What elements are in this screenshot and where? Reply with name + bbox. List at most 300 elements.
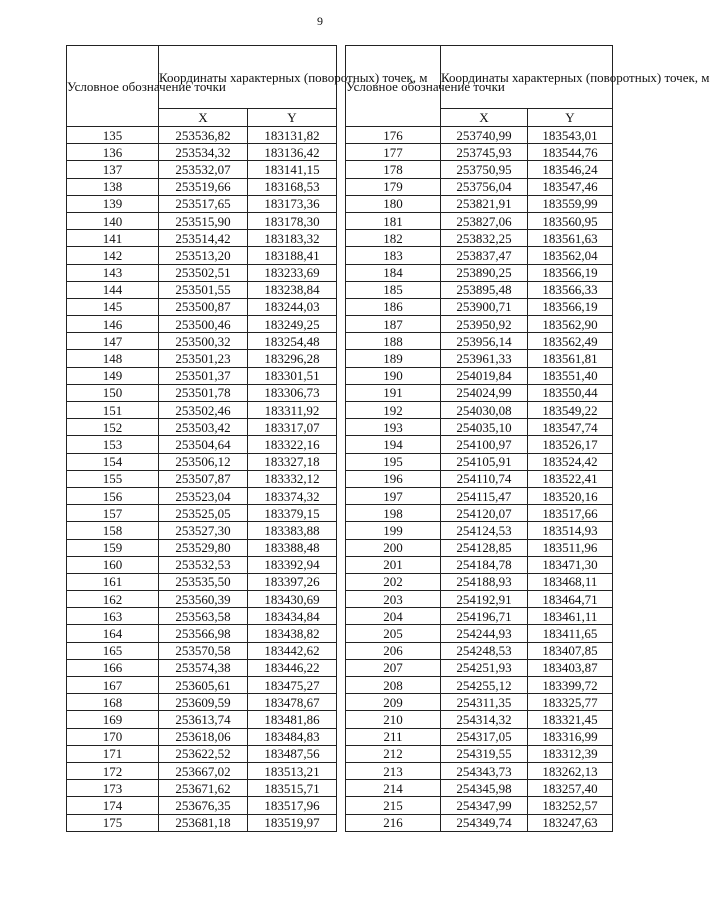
point-number-cell: 173 [67,780,159,797]
y-coordinate-cell: 183131,82 [248,127,337,144]
y-coordinate-cell: 183257,40 [528,780,613,797]
y-coordinate-cell: 183562,90 [528,316,613,333]
y-coordinate-cell: 183397,26 [248,573,337,590]
point-number-cell: 144 [67,281,159,298]
x-coordinate-cell: 254184,78 [441,556,528,573]
point-number-cell: 207 [346,659,441,676]
table-row [67,539,337,556]
point-number-cell: 215 [346,797,441,814]
y-coordinate-cell: 183379,15 [248,505,337,522]
y-coordinate-cell: 183383,88 [248,522,337,539]
point-number-cell: 177 [346,144,441,161]
y-coordinate-cell: 183520,16 [528,487,613,504]
point-number-cell: 210 [346,711,441,728]
y-coordinate-cell: 183484,83 [248,728,337,745]
y-coordinate-cell: 183560,95 [528,212,613,229]
page-number: 9 [317,14,323,28]
point-number-cell: 184 [346,264,441,281]
table-row [67,487,337,504]
point-number-cell: 163 [67,608,159,625]
point-number-cell: 149 [67,367,159,384]
table-row [67,728,337,745]
table-row [346,298,613,315]
x-coordinate-cell: 253618,06 [159,728,248,745]
table-row [346,453,613,470]
y-coordinate-cell: 183561,81 [528,350,613,367]
y-header: Y [528,109,613,127]
point-number-cell: 202 [346,573,441,590]
point-number-cell: 171 [67,745,159,762]
point-number-cell: 147 [67,333,159,350]
table-row [346,436,613,453]
x-coordinate-cell: 253613,74 [159,711,248,728]
point-number-cell: 212 [346,745,441,762]
x-coordinate-cell: 253837,47 [441,247,528,264]
table-row [346,144,613,161]
table-row [67,195,337,212]
x-coordinate-cell: 253756,04 [441,178,528,195]
x-coordinate-cell: 253570,58 [159,642,248,659]
point-number-cell: 174 [67,797,159,814]
x-coordinate-cell: 253500,87 [159,298,248,315]
table-row [67,161,337,178]
y-coordinate-cell: 183464,71 [528,591,613,608]
point-number-cell: 143 [67,264,159,281]
table-row [67,127,337,144]
y-coordinate-cell: 183442,62 [248,642,337,659]
y-coordinate-cell: 183183,32 [248,230,337,247]
table-row [67,281,337,298]
point-number-cell: 170 [67,728,159,745]
table-row [67,677,337,694]
x-coordinate-cell: 253532,53 [159,556,248,573]
y-coordinate-cell: 183311,92 [248,402,337,419]
x-coordinate-cell: 253890,25 [441,264,528,281]
y-coordinate-cell: 183438,82 [248,625,337,642]
table-row [67,608,337,625]
point-number-cell: 138 [67,178,159,195]
table-row [67,573,337,590]
x-coordinate-cell: 253895,48 [441,281,528,298]
point-number-cell: 195 [346,453,441,470]
y-coordinate-cell: 183551,40 [528,367,613,384]
point-number-cell: 172 [67,762,159,779]
y-coordinate-cell: 183254,48 [248,333,337,350]
x-coordinate-cell: 253536,82 [159,127,248,144]
point-number-cell: 199 [346,522,441,539]
x-coordinate-cell: 254192,91 [441,591,528,608]
coordinates-table-right [345,45,710,832]
point-number-cell: 204 [346,608,441,625]
y-coordinate-cell: 183247,63 [528,814,613,831]
y-coordinate-cell: 183407,85 [528,642,613,659]
point-number-cell: 164 [67,625,159,642]
y-coordinate-cell: 183515,71 [248,780,337,797]
y-coordinate-cell: 183446,22 [248,659,337,676]
x-coordinate-cell: 254319,55 [441,745,528,762]
point-number-cell: 194 [346,436,441,453]
x-coordinate-cell: 254345,98 [441,780,528,797]
table-row [67,264,337,281]
table-row [67,762,337,779]
x-coordinate-cell: 253745,93 [441,144,528,161]
point-number-cell: 155 [67,470,159,487]
x-coordinate-cell: 253750,95 [441,161,528,178]
coords-header: Координаты характерных (поворотных) точек, м [441,46,613,109]
point-number-cell: 154 [67,453,159,470]
table-row [67,711,337,728]
x-coordinate-cell: 253517,65 [159,195,248,212]
point-number-cell: 162 [67,591,159,608]
x-coordinate-cell: 253501,37 [159,367,248,384]
point-number-cell: 192 [346,402,441,419]
point-number-cell: 211 [346,728,441,745]
table-row [346,608,613,625]
table-row [67,419,337,436]
y-coordinate-cell: 183141,15 [248,161,337,178]
table-row [346,487,613,504]
y-coordinate-cell: 183547,46 [528,178,613,195]
x-coordinate-cell: 253574,38 [159,659,248,676]
y-coordinate-cell: 183475,27 [248,677,337,694]
y-coordinate-cell: 183519,97 [248,814,337,831]
x-coordinate-cell: 254019,84 [441,367,528,384]
x-coordinate-cell: 253519,66 [159,178,248,195]
y-coordinate-cell: 183468,11 [528,573,613,590]
table-row [67,659,337,676]
y-coordinate-cell: 183262,13 [528,762,613,779]
point-number-cell: 196 [346,470,441,487]
point-number-cell: 203 [346,591,441,608]
x-coordinate-cell: 253500,46 [159,316,248,333]
y-coordinate-cell: 183327,18 [248,453,337,470]
table-row [67,556,337,573]
x-coordinate-cell: 253502,51 [159,264,248,281]
y-coordinate-cell: 183522,41 [528,470,613,487]
x-coordinate-cell: 253523,04 [159,487,248,504]
point-number-cell: 183 [346,247,441,264]
x-coordinate-cell: 253961,33 [441,350,528,367]
table-row [346,556,613,573]
x-coordinate-cell: 253676,35 [159,797,248,814]
y-coordinate-cell: 183403,87 [528,659,613,676]
x-coordinate-cell: 253500,32 [159,333,248,350]
point-number-cell: 180 [346,195,441,212]
point-number-cell: 190 [346,367,441,384]
table-row [346,745,613,762]
coords-header: Координаты характерных (поворотных) точек, м [159,46,337,109]
y-coordinate-cell: 183550,44 [528,384,613,401]
table-row [346,384,613,401]
point-number-cell: 181 [346,212,441,229]
y-coordinate-cell: 183562,49 [528,333,613,350]
x-coordinate-cell: 253529,80 [159,539,248,556]
x-coordinate-cell: 254030,08 [441,402,528,419]
table-row [67,333,337,350]
x-header: X [441,109,528,127]
table-row [346,127,613,144]
y-coordinate-cell: 183325,77 [528,694,613,711]
point-number-cell: 142 [67,247,159,264]
point-number-cell: 200 [346,539,441,556]
point-number-cell: 148 [67,350,159,367]
x-coordinate-cell: 254128,85 [441,539,528,556]
point-number-cell: 136 [67,144,159,161]
table-row [67,144,337,161]
table-row [346,402,613,419]
x-coordinate-cell: 254314,32 [441,711,528,728]
table-row [67,745,337,762]
table-row [67,642,337,659]
table-row [67,402,337,419]
table-row [346,659,613,676]
x-coordinate-cell: 253515,90 [159,212,248,229]
table-row [346,642,613,659]
point-number-cell: 139 [67,195,159,212]
table-row [67,350,337,367]
y-coordinate-cell: 183233,69 [248,264,337,281]
table-row [346,350,613,367]
y-coordinate-cell: 183399,72 [528,677,613,694]
y-coordinate-cell: 183513,21 [248,762,337,779]
y-coordinate-cell: 183252,57 [528,797,613,814]
point-number-cell: 193 [346,419,441,436]
y-coordinate-cell: 183461,11 [528,608,613,625]
y-coordinate-cell: 183561,63 [528,230,613,247]
table-row [67,247,337,264]
table-body [67,127,337,832]
point-number-cell: 176 [346,127,441,144]
x-coordinate-cell: 253832,25 [441,230,528,247]
table-row [346,316,613,333]
point-number-cell: 186 [346,298,441,315]
y-coordinate-cell: 183471,30 [528,556,613,573]
x-coordinate-cell: 253900,71 [441,298,528,315]
x-coordinate-cell: 253827,06 [441,212,528,229]
x-coordinate-cell: 253507,87 [159,470,248,487]
x-coordinate-cell: 253609,59 [159,694,248,711]
point-number-cell: 167 [67,677,159,694]
x-coordinate-cell: 254255,12 [441,677,528,694]
y-coordinate-cell: 183296,28 [248,350,337,367]
table-row [346,333,613,350]
x-coordinate-cell: 254349,74 [441,814,528,831]
x-coordinate-cell: 253950,92 [441,316,528,333]
x-coordinate-cell: 253501,23 [159,350,248,367]
table-row [346,797,613,814]
y-coordinate-cell: 183549,22 [528,402,613,419]
y-coordinate-cell: 183524,42 [528,453,613,470]
x-coordinate-cell: 254317,05 [441,728,528,745]
y-coordinate-cell: 183517,66 [528,505,613,522]
y-coordinate-cell: 183566,19 [528,298,613,315]
y-coordinate-cell: 183316,99 [528,728,613,745]
table-row [346,814,613,831]
point-number-cell: 166 [67,659,159,676]
y-coordinate-cell: 183173,36 [248,195,337,212]
x-coordinate-cell: 254244,93 [441,625,528,642]
y-coordinate-cell: 183487,56 [248,745,337,762]
table-row [346,694,613,711]
table-row [346,195,613,212]
x-coordinate-cell: 253506,12 [159,453,248,470]
x-coordinate-cell: 253501,55 [159,281,248,298]
y-coordinate-cell: 183244,03 [248,298,337,315]
table-row [346,367,613,384]
x-coordinate-cell: 254105,91 [441,453,528,470]
y-coordinate-cell: 183566,19 [528,264,613,281]
table-row [67,625,337,642]
point-number-cell: 182 [346,230,441,247]
table-row [67,212,337,229]
y-coordinate-cell: 183481,86 [248,711,337,728]
point-number-cell: 135 [67,127,159,144]
table-row [67,298,337,315]
x-coordinate-cell: 254347,99 [441,797,528,814]
point-number-cell: 216 [346,814,441,831]
point-number-cell: 151 [67,402,159,419]
point-number-cell: 150 [67,384,159,401]
table-row [67,178,337,195]
point-number-cell: 156 [67,487,159,504]
x-coordinate-cell: 253502,46 [159,402,248,419]
y-coordinate-cell: 183332,12 [248,470,337,487]
point-number-cell: 206 [346,642,441,659]
x-coordinate-cell: 253534,32 [159,144,248,161]
table-row [67,591,337,608]
table-row [346,591,613,608]
y-coordinate-cell: 183430,69 [248,591,337,608]
table-row [67,367,337,384]
point-number-cell: 145 [67,298,159,315]
y-coordinate-cell: 183317,07 [248,419,337,436]
table-row [67,316,337,333]
point-number-cell: 197 [346,487,441,504]
table-row [346,212,613,229]
x-coordinate-cell: 253532,07 [159,161,248,178]
table-row [67,814,337,831]
y-coordinate-cell: 183321,45 [528,711,613,728]
x-coordinate-cell: 253527,30 [159,522,248,539]
table-row [67,522,337,539]
point-number-cell: 191 [346,384,441,401]
point-number-cell: 178 [346,161,441,178]
y-coordinate-cell: 183511,96 [528,539,613,556]
x-coordinate-cell: 254311,35 [441,694,528,711]
y-coordinate-cell: 183374,32 [248,487,337,504]
point-number-cell: 146 [67,316,159,333]
table-row [67,694,337,711]
point-number-cell: 187 [346,316,441,333]
y-coordinate-cell: 183168,53 [248,178,337,195]
point-number-cell: 159 [67,539,159,556]
point-number-cell: 153 [67,436,159,453]
x-coordinate-cell: 253503,42 [159,419,248,436]
point-number-cell: 198 [346,505,441,522]
table-row [346,728,613,745]
y-coordinate-cell: 183544,76 [528,144,613,161]
y-coordinate-cell: 183249,25 [248,316,337,333]
x-coordinate-cell: 253681,18 [159,814,248,831]
x-coordinate-cell: 254251,93 [441,659,528,676]
table-row [67,780,337,797]
x-coordinate-cell: 253821,91 [441,195,528,212]
y-coordinate-cell: 183388,48 [248,539,337,556]
x-coordinate-cell: 253501,78 [159,384,248,401]
table-row [346,539,613,556]
y-coordinate-cell: 183559,99 [528,195,613,212]
y-coordinate-cell: 183434,84 [248,608,337,625]
x-coordinate-cell: 253563,58 [159,608,248,625]
table-row [346,178,613,195]
table-row [67,230,337,247]
y-coordinate-cell: 183566,33 [528,281,613,298]
y-coordinate-cell: 183526,17 [528,436,613,453]
x-coordinate-cell: 253560,39 [159,591,248,608]
point-number-cell: 201 [346,556,441,573]
table-row [346,780,613,797]
table-row [346,230,613,247]
point-number-cell: 209 [346,694,441,711]
x-coordinate-cell: 253535,50 [159,573,248,590]
y-coordinate-cell: 183478,67 [248,694,337,711]
x-coordinate-cell: 254120,07 [441,505,528,522]
y-coordinate-cell: 183188,41 [248,247,337,264]
point-number-cell: 137 [67,161,159,178]
y-coordinate-cell: 183392,94 [248,556,337,573]
point-number-cell: 168 [67,694,159,711]
x-coordinate-cell: 253622,52 [159,745,248,762]
point-number-cell: 179 [346,178,441,195]
y-coordinate-cell: 183136,42 [248,144,337,161]
table-row [67,797,337,814]
x-coordinate-cell: 254035,10 [441,419,528,436]
point-number-cell: 141 [67,230,159,247]
table-row [346,419,613,436]
point-number-cell: 161 [67,573,159,590]
point-number-cell: 152 [67,419,159,436]
point-number-cell: 140 [67,212,159,229]
point-number-cell: 165 [67,642,159,659]
table-row [346,470,613,487]
point-number-cell: 158 [67,522,159,539]
x-coordinate-cell: 254100,97 [441,436,528,453]
x-coordinate-cell: 254248,53 [441,642,528,659]
x-coordinate-cell: 253514,42 [159,230,248,247]
x-coordinate-cell: 254124,53 [441,522,528,539]
x-coordinate-cell: 253513,20 [159,247,248,264]
y-coordinate-cell: 183306,73 [248,384,337,401]
x-coordinate-cell: 253667,02 [159,762,248,779]
x-header: X [159,109,248,127]
x-coordinate-cell: 254110,74 [441,470,528,487]
point-number-cell: 189 [346,350,441,367]
y-coordinate-cell: 183514,93 [528,522,613,539]
y-coordinate-cell: 183562,04 [528,247,613,264]
point-number-cell: 175 [67,814,159,831]
table-row [346,762,613,779]
point-number-cell: 214 [346,780,441,797]
table-row [346,281,613,298]
x-coordinate-cell: 254115,47 [441,487,528,504]
x-coordinate-cell: 253740,99 [441,127,528,144]
table-row [67,384,337,401]
y-coordinate-cell: 183178,30 [248,212,337,229]
y-coordinate-cell: 183546,24 [528,161,613,178]
y-coordinate-cell: 183238,84 [248,281,337,298]
point-number-cell: 208 [346,677,441,694]
table-row [346,573,613,590]
